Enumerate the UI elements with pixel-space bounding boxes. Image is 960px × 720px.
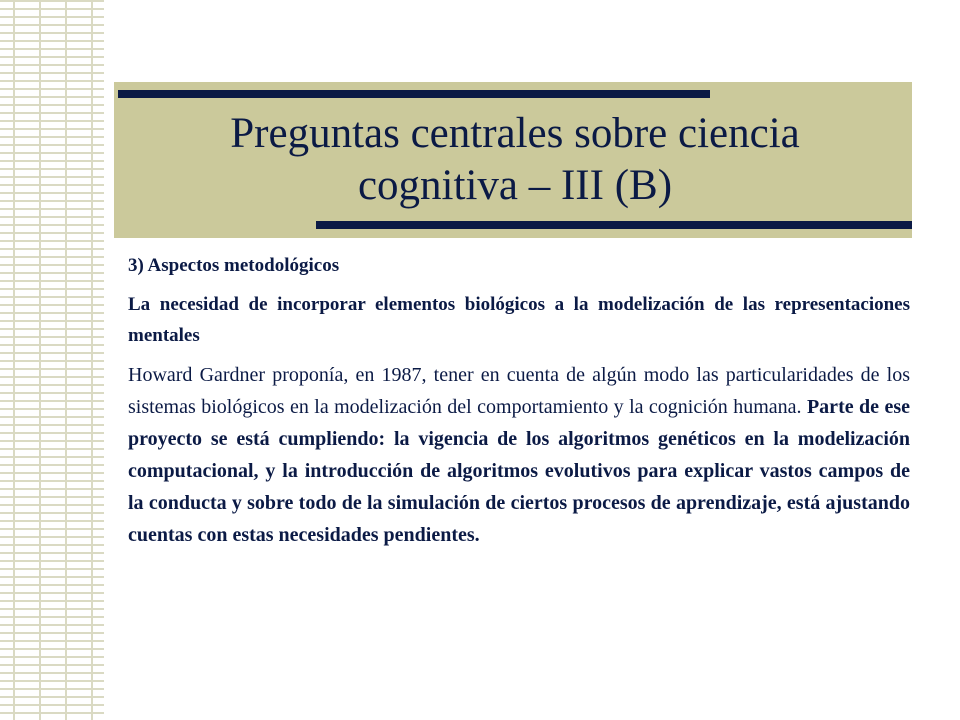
body-paragraph bbox=[128, 359, 910, 551]
decorative-side-pattern bbox=[0, 0, 104, 720]
slide-title bbox=[118, 108, 912, 212]
title-accent-line-bottom bbox=[316, 221, 912, 229]
slide-title-line-1: Preguntas centrales sobre ciencia bbox=[230, 110, 800, 157]
title-accent-line-top bbox=[118, 90, 710, 98]
body-regular-text: Howard Gardner proponía, en 1987, tener en cuenta de algún modo las particularidades de los sistemas biológicos en la modelización del comportamiento y la cognición humana. bbox=[128, 364, 910, 418]
slide-content bbox=[128, 250, 910, 551]
body-bold-text: Parte de ese proyecto se está cumpliendo: la vigencia de los algoritmos genéticos en la modelización computacional, y la introducción de algoritmos evolutivos para explicar vastos campos de la conducta y sobre todo de la simulación de ciertos procesos de aprendizaje, está ajustando cuentas con estas necesidades pendientes. bbox=[128, 396, 910, 546]
slide-title-line-2: cognitiva – III (B) bbox=[357, 162, 673, 209]
section-heading: 3) Aspectos metodológicos bbox=[128, 255, 340, 276]
subheading: La necesidad de incorporar elementos biológicos a la modelización de las representaciones mentales bbox=[128, 294, 910, 346]
